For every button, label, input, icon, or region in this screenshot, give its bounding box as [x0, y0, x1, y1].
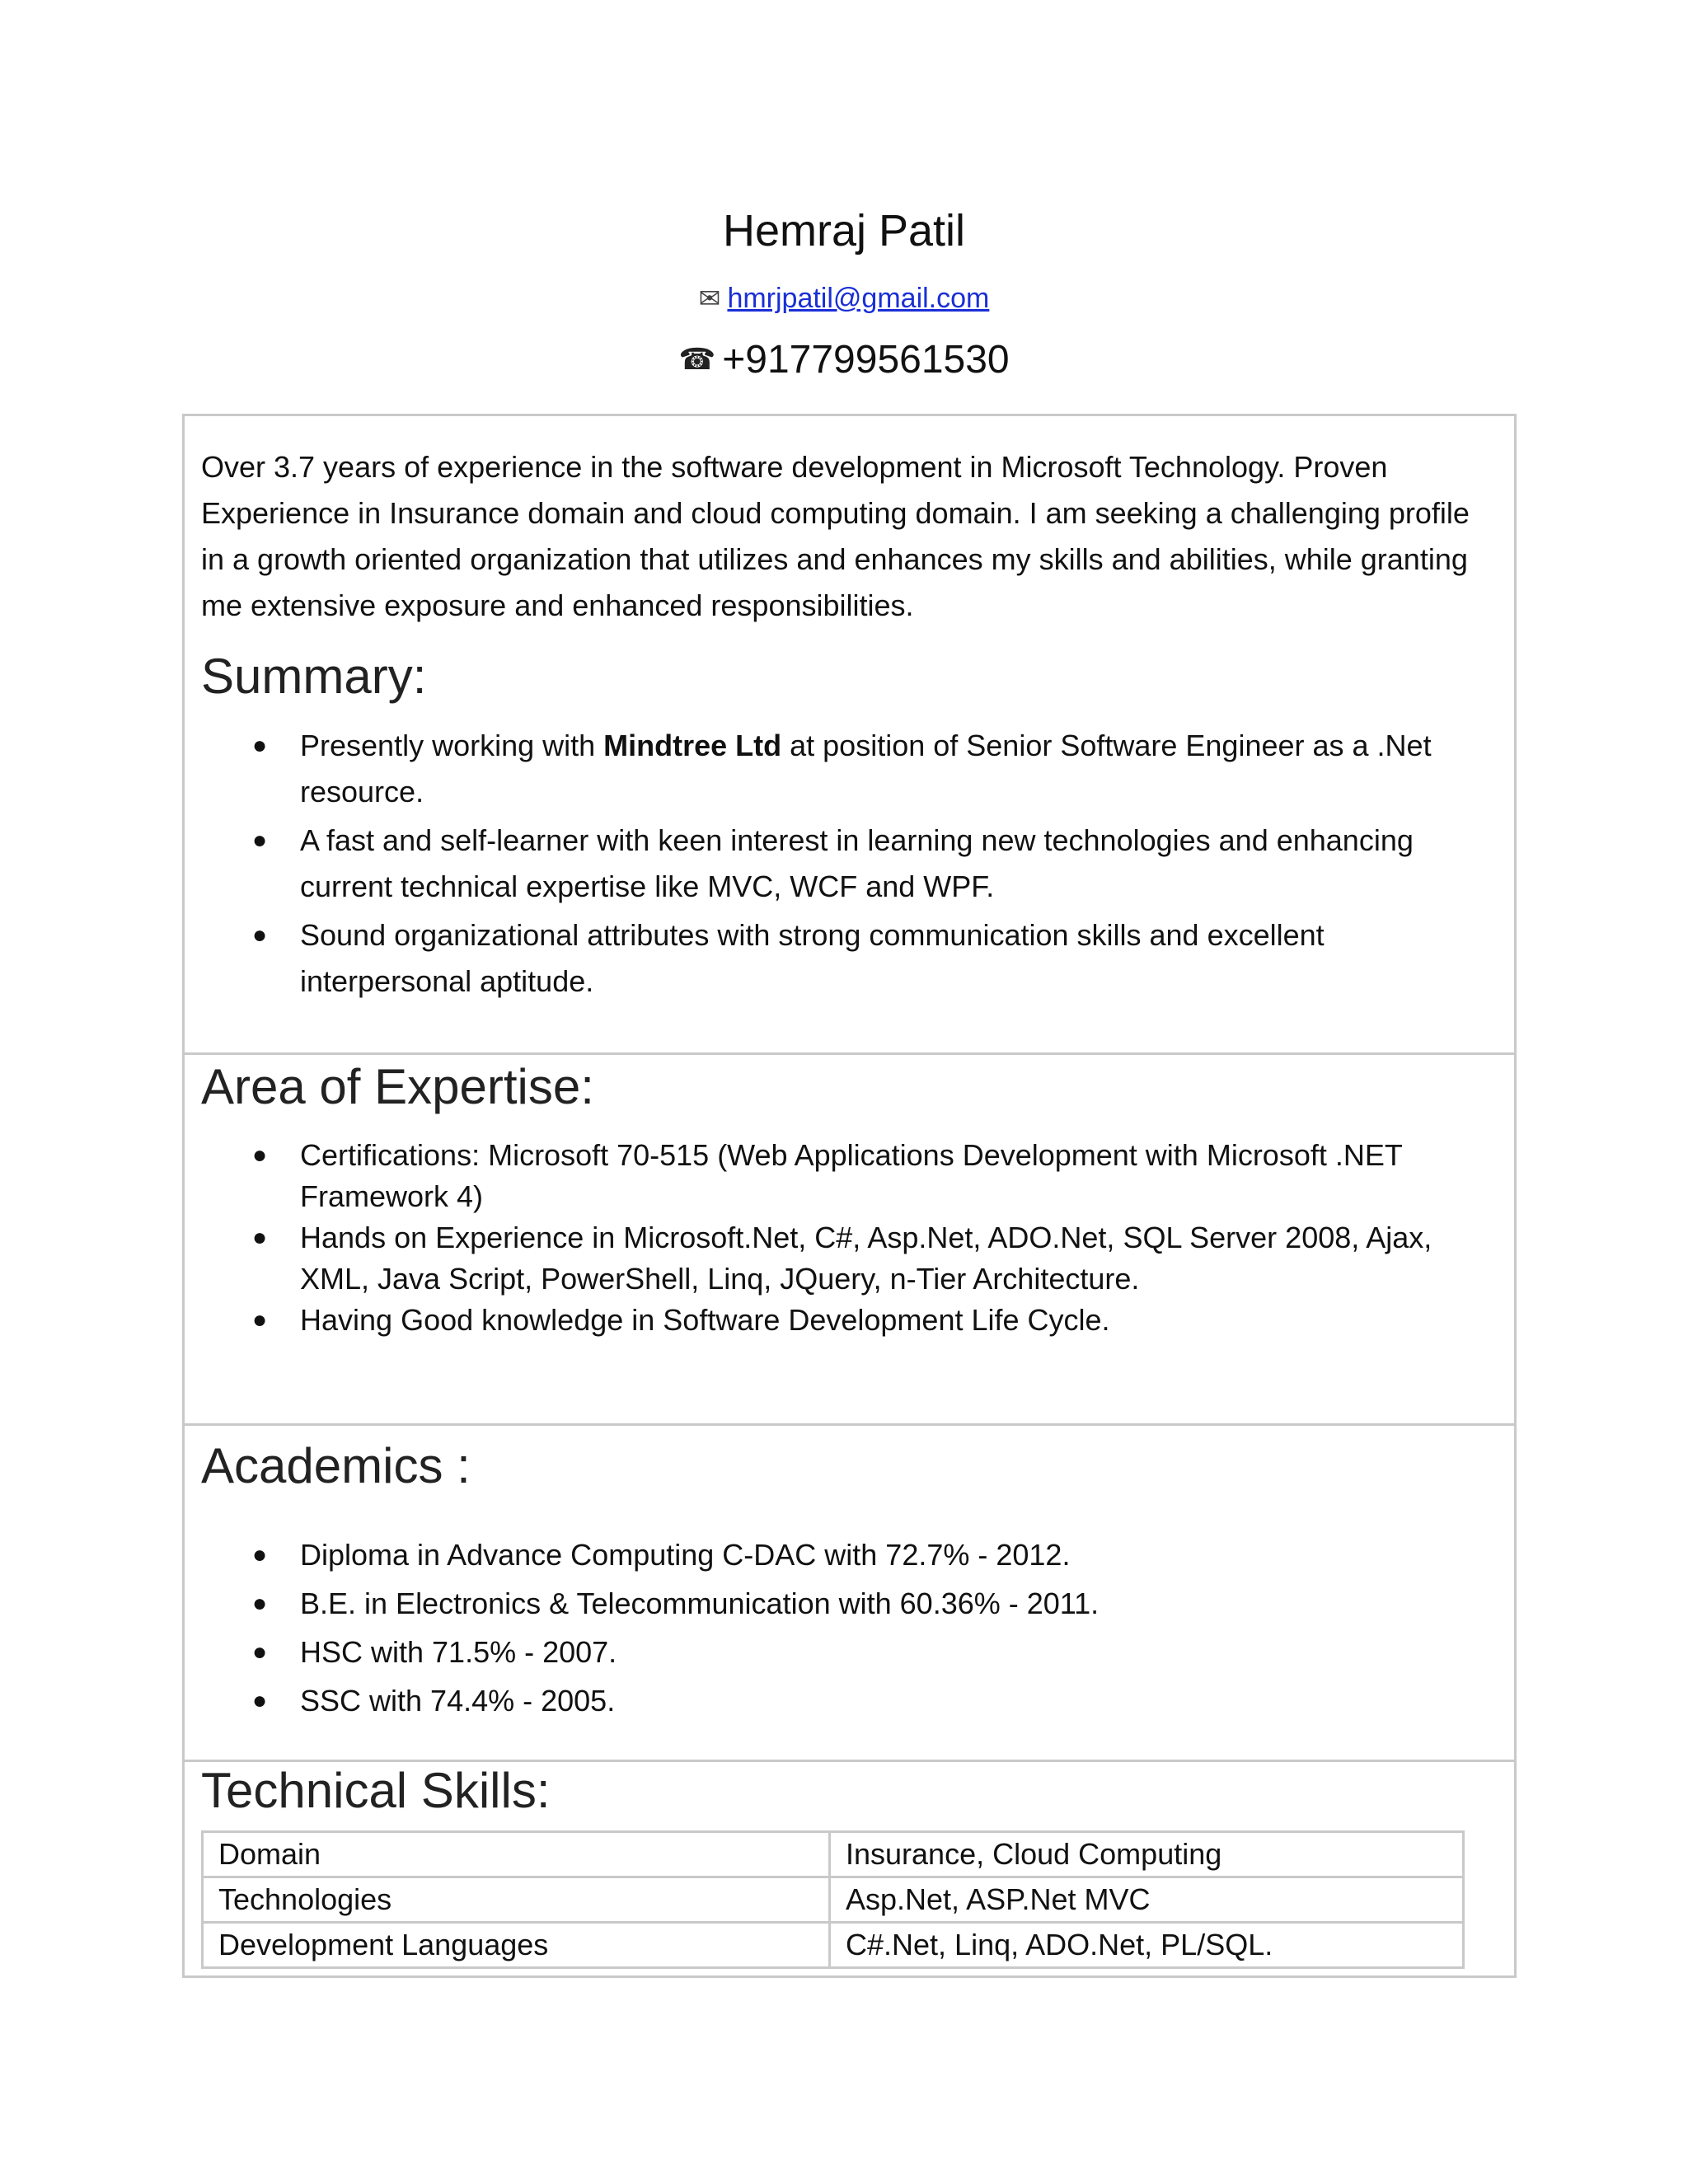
summary-item-2: A fast and self-learner with keen interest in learning new technologies and enhancing current technical expertise like MVC, WCF and WPF. — [300, 823, 1414, 903]
skills-value: C#.Net, Linq, ADO.Net, PL/SQL. — [830, 1923, 1464, 1968]
bullet-icon: ● — [252, 732, 268, 759]
table-row — [203, 1832, 1464, 1877]
telephone-icon: ☎ — [678, 342, 716, 376]
table-row — [203, 1923, 1464, 1968]
skills-label: Domain — [203, 1832, 830, 1877]
section-divider — [185, 1052, 1514, 1055]
table-row — [203, 1877, 1464, 1923]
email-link[interactable]: hmrjpatil@gmail.com — [727, 283, 990, 314]
bullet-icon: ● — [252, 1638, 268, 1666]
academics-item-3: HSC with 71.5% - 2007. — [300, 1635, 617, 1669]
list-item — [201, 1530, 1498, 1579]
list-item — [201, 1300, 1498, 1341]
academics-item-2: B.E. in Electronics & Telecommunication with 60.36% - 2011. — [300, 1586, 1100, 1620]
skills-section — [185, 1760, 1514, 1969]
list-item — [201, 723, 1498, 815]
expertise-item-3: Having Good knowledge in Software Development Life Cycle. — [300, 1303, 1110, 1337]
expertise-title: Area of Expertise: — [201, 1059, 594, 1114]
skills-label: Technologies — [203, 1877, 830, 1923]
resume-body-frame — [182, 414, 1517, 1978]
skills-value: Insurance, Cloud Computing — [830, 1832, 1464, 1877]
bullet-icon: ● — [252, 1141, 268, 1169]
bullet-icon: ● — [252, 1541, 268, 1568]
summary-title: Summary: — [201, 649, 427, 704]
bullet-icon: ● — [252, 1306, 268, 1333]
skills-value: Asp.Net, ASP.Net MVC — [830, 1877, 1464, 1923]
email-line — [0, 280, 1688, 316]
summary-list — [201, 723, 1498, 1005]
summary-item-3: Sound organizational attributes with strong communication skills and excellent interpersonal aptitude. — [300, 918, 1325, 998]
expertise-item-1: Certifications: Microsoft 70-515 (Web Applications Development with Microsoft .NET Framework 4) — [300, 1138, 1403, 1213]
academics-item-1: Diploma in Advance Computing C-DAC with 72.7% - 2012. — [300, 1538, 1071, 1572]
academics-list — [201, 1530, 1498, 1725]
section-divider — [185, 1423, 1514, 1426]
skills-title: Technical Skills: — [201, 1763, 551, 1818]
academics-section — [185, 1435, 1514, 1725]
list-item — [201, 1676, 1498, 1725]
phone-line — [0, 335, 1688, 385]
bullet-icon: ● — [252, 1590, 268, 1617]
academics-title: Academics : — [201, 1438, 471, 1493]
bullet-icon: ● — [252, 1687, 268, 1714]
summary-item-1-after: at position of Senior Software Engineer as a .Net resource. — [300, 729, 1432, 808]
expertise-list — [201, 1135, 1498, 1341]
list-item — [201, 1628, 1498, 1676]
list-item — [201, 818, 1498, 910]
summary-item-1-before: Presently working with — [300, 729, 604, 762]
summary-section — [185, 645, 1514, 1007]
list-item — [201, 1217, 1498, 1300]
skills-table — [201, 1830, 1465, 1969]
expertise-section — [185, 1056, 1514, 1341]
phone-number: +917799561530 — [722, 338, 1010, 382]
candidate-name: Hemraj Patil — [722, 206, 966, 255]
list-item — [201, 912, 1498, 1005]
bullet-icon: ● — [252, 1224, 268, 1251]
envelope-icon: ✉ — [698, 284, 721, 313]
academics-item-4: SSC with 74.4% - 2005. — [300, 1684, 616, 1718]
skills-label: Development Languages — [203, 1923, 830, 1968]
list-item — [201, 1135, 1498, 1217]
intro-paragraph: Over 3.7 years of experience in the software development in Microsoft Technology. Proven Experience in Insurance domain and cloud computing domain. I am seeking a challenging profile in a growth oriented organization that utilizes and enhances my skills and abilities, while granting me extensive exposure and enhanced responsibilities. — [201, 450, 1470, 622]
list-item — [201, 1579, 1498, 1628]
expertise-item-2: Hands on Experience in Microsoft.Net, C#, Asp.Net, ADO.Net, SQL Server 2008, Ajax, XML, Java Script, PowerShell, Linq, JQuery, n-Tier Architecture. — [300, 1221, 1432, 1296]
employer-name: Mindtree Ltd — [603, 729, 782, 762]
bullet-icon: ● — [252, 921, 268, 949]
bullet-icon: ● — [252, 827, 268, 854]
